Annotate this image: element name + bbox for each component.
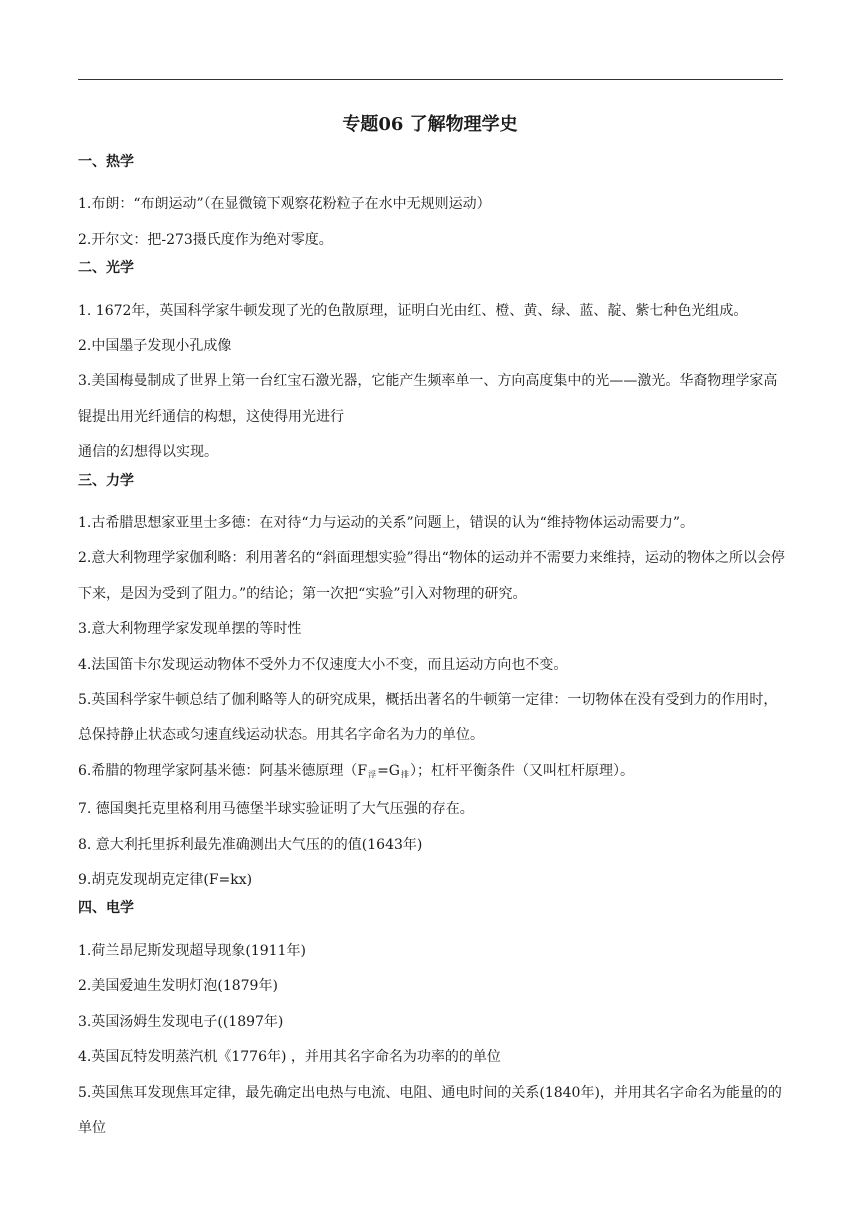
- header-rule: [78, 79, 783, 80]
- paragraph: 1. 1672年，英国科学家牛顿发现了光的色散原理，证明白光由红、橙、黄、绿、蓝、靛、紫七种色光组成。: [78, 302, 748, 319]
- paragraph: 8. 意大利托里拆利最先准确测出大气压的的值(1643年): [78, 836, 423, 853]
- section-heading: 二、光学: [78, 260, 134, 277]
- section-optics: [78, 258, 786, 470]
- paragraph: 2.美国爱迪生发明灯泡(1879年): [78, 978, 278, 995]
- document-body: [78, 152, 786, 1146]
- paragraph: 2.意大利物理学家伽利略：利用著名的“斜面理想实验”得出“物体的运动并不需要力来维持，运动的物体之所以会停下来，是因为受到了阻力。”的结论；第一次把“实验”引入对物理的研究。: [78, 550, 785, 602]
- section-heading: 三、力学: [78, 472, 134, 489]
- subscript-displaced: 排: [401, 769, 409, 779]
- paragraph: 3.英国汤姆生发现电子((1897年): [78, 1013, 284, 1030]
- paragraph: 1.古希腊思想家亚里士多德：在对待“力与运动的关系”问题上，错误的认为“维持物体运动需要力”。: [78, 515, 694, 532]
- paragraph: 5.英国焦耳发现焦耳定律，最先确定出电热与电流、电阻、通电时间的关系(1840年)，并用其名字命名为能量的的单位: [78, 1084, 782, 1136]
- paragraph: 4.英国瓦特发明蒸汽机《1776年) ，并用其名字命名为功率的的单位: [78, 1049, 501, 1066]
- archimedes-paragraph: [78, 754, 786, 792]
- paragraph: 2.中国墨子发现小孔成像: [78, 338, 232, 354]
- paragraph: 1.荷兰昂尼斯发现超导现象(1911年): [78, 942, 306, 959]
- paragraph: 7. 德国奥托克里格利用马德堡半球实验证明了大气压强的存在。: [78, 801, 474, 818]
- paragraph: 3.意大利物理学家发现单摆的等时性: [78, 621, 302, 638]
- paragraph: 通信的幻想得以实现。: [78, 444, 218, 461]
- paragraph: 1.布朗：“布朗运动”（在显微镜下观察花粉粒子在水中无规则运动）: [78, 196, 491, 213]
- section-heading: 四、电学: [78, 900, 134, 917]
- paragraph: 3.美国梅曼制成了世界上第一台红宝石激光器，它能产生频率单一、方向高度集中的光——激光。华裔物理学家高锟提出用光纤通信的构想，这使得用光进行: [78, 373, 778, 425]
- section-electricity: [78, 898, 786, 1146]
- archimedes-suffix: ）；杠杆平衡条件（又叫杠杆原理）。: [410, 762, 634, 779]
- page-title: 专题06 了解物理学史: [342, 114, 518, 135]
- paragraph: 5.英国科学家牛顿总结了伽利略等人的研究成果，概括出著名的牛顿第一定律：一切物体在没有受到力的作用时，总保持静止状态或匀速直线运动状态。用其名字命名为力的单位。: [78, 692, 778, 744]
- section-heading: 一、热学: [78, 154, 134, 170]
- section-thermal: [78, 152, 786, 258]
- subscript-buoyancy: 浮: [368, 769, 377, 779]
- section-mechanics: [78, 471, 786, 899]
- paragraph: 4.法国笛卡尔发现运动物体不受外力不仅速度大小不变，而且运动方向也不变。: [78, 656, 568, 673]
- paragraph: 9.胡克发现胡克定律(F=kx): [78, 872, 253, 889]
- paragraph: 2.开尔文：把-273摄氏度作为绝对零度。: [78, 231, 333, 248]
- archimedes-prefix: 6.希腊的物理学家阿基米德：阿基米德原理（F: [78, 762, 368, 779]
- archimedes-mid: =G: [377, 762, 400, 779]
